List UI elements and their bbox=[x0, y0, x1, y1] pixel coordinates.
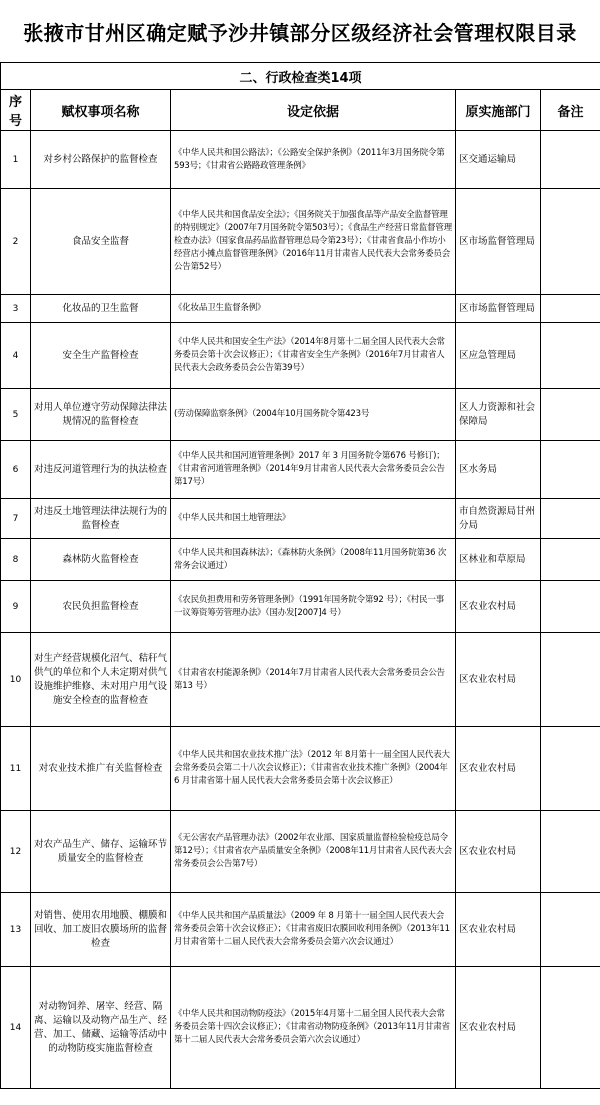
row-department: 区市场监督管理局 bbox=[456, 189, 541, 295]
row-note bbox=[541, 441, 600, 499]
header-row bbox=[1, 90, 600, 131]
table-row bbox=[1, 581, 600, 633]
row-basis: 《中华人民共和国农业技术推广法》（2012 年 8月第十一届全国人民代表大会常务委员会第二十八次会议修正）；《甘肃省农业技术推广条例》（2004年6 月甘肃省第十届人民代表大会常务委员会第十次会议修正） bbox=[171, 727, 456, 811]
table-row bbox=[1, 499, 600, 539]
header-note: 备注 bbox=[541, 90, 600, 131]
row-item-name: 对生产经营规模化沼气、秸秆气供气的单位和个人未定期对供气设施维护维修、未对用户用气设施安全检查的监督检查 bbox=[31, 633, 171, 727]
row-item-name: 对乡村公路保护的监督检查 bbox=[31, 131, 171, 189]
row-number: 12 bbox=[1, 811, 31, 893]
row-item-name: 对违反土地管理法律法规行为的监督检查 bbox=[31, 499, 171, 539]
table-row bbox=[1, 633, 600, 727]
row-department: 区水务局 bbox=[456, 441, 541, 499]
row-department: 区交通运输局 bbox=[456, 131, 541, 189]
row-basis: 《中华人民共和国安全生产法》（2014年8月第十二届全国人民代表大会常务委员会第十次会议修正）；《甘肃省安全生产条例》（2016年7月甘肃省人民代表大会政务委员会公告第39号） bbox=[171, 323, 456, 389]
table-row bbox=[1, 441, 600, 499]
row-number: 11 bbox=[1, 727, 31, 811]
row-note bbox=[541, 323, 600, 389]
row-number: 8 bbox=[1, 539, 31, 581]
section-title-row bbox=[1, 63, 600, 90]
table-row bbox=[1, 727, 600, 811]
row-item-name: 对违反河道管理行为的执法检查 bbox=[31, 441, 171, 499]
row-item-name: 对动物饲养、屠宰、经营、隔离、运输以及动物产品生产、经营、加工、储藏、运输等活动中的动物防疫实施监督检查 bbox=[31, 967, 171, 1089]
row-department: 区农业农村局 bbox=[456, 633, 541, 727]
row-note bbox=[541, 581, 600, 633]
row-basis: 《中华人民共和国动物防疫法》（2015年4月第十二届全国人民代表大会常务委员会第十四次会议修正）；《甘肃省动物防疫条例》（2013年11月甘肃省第十二届人民代表大会常务委员会第六次会议通过） bbox=[171, 967, 456, 1089]
row-department: 区农业农村局 bbox=[456, 893, 541, 967]
row-note bbox=[541, 967, 600, 1089]
row-note bbox=[541, 893, 600, 967]
table-row bbox=[1, 131, 600, 189]
row-basis: 《中华人民共和国土地管理法》 bbox=[171, 499, 456, 539]
row-basis: 《中华人民共和国森林法》；《森林防火条例》（2008年11月国务院第36 次常务会议通过） bbox=[171, 539, 456, 581]
row-number: 9 bbox=[1, 581, 31, 633]
page-title: 张掖市甘州区确定赋予沙井镇部分区级经济社会管理权限目录 bbox=[23, 20, 577, 45]
row-note bbox=[541, 811, 600, 893]
section-title: 二、行政检查类14项 bbox=[1, 63, 600, 90]
row-number: 5 bbox=[1, 389, 31, 441]
table-row bbox=[1, 389, 600, 441]
row-note bbox=[541, 727, 600, 811]
row-department: 区市场监督管理局 bbox=[456, 295, 541, 323]
row-item-name: 对农业技术推广有关监督检查 bbox=[31, 727, 171, 811]
row-number: 6 bbox=[1, 441, 31, 499]
row-basis: 《农民负担费用和劳务管理条例》（1991年国务院令第92 号）；《村民一事一议筹资筹劳管理办法》（国办发[2007]4 号） bbox=[171, 581, 456, 633]
table-row bbox=[1, 967, 600, 1089]
header-dept: 原实施部门 bbox=[456, 90, 541, 131]
row-item-name: 对农产品生产、储存、运输环节质量安全的监督检查 bbox=[31, 811, 171, 893]
row-item-name: 安全生产监督检查 bbox=[31, 323, 171, 389]
row-department: 区农业农村局 bbox=[456, 581, 541, 633]
row-department: 区农业农村局 bbox=[456, 727, 541, 811]
row-number: 14 bbox=[1, 967, 31, 1089]
table-row bbox=[1, 323, 600, 389]
row-department: 区农业农村局 bbox=[456, 967, 541, 1089]
row-item-name: 化妆品的卫生监督 bbox=[31, 295, 171, 323]
row-basis: 《甘肃省农村能源条例》（2014年7月甘肃省人民代表大会常务委员会公告第13 号） bbox=[171, 633, 456, 727]
row-department: 区农业农村局 bbox=[456, 811, 541, 893]
row-note bbox=[541, 499, 600, 539]
row-note bbox=[541, 389, 600, 441]
row-note bbox=[541, 539, 600, 581]
row-note bbox=[541, 295, 600, 323]
table-row bbox=[1, 893, 600, 967]
row-note bbox=[541, 189, 600, 295]
row-basis: 《中华人民共和国产品质量法》（2009 年 8 月第十一届全国人民代表大会常务委员会第十次会议修正）；《甘肃省废旧农膜回收利用条例》（2013年11月甘肃省第十二届人民代表大会常务委员会第六次会议通过） bbox=[171, 893, 456, 967]
row-item-name: 农民负担监督检查 bbox=[31, 581, 171, 633]
row-department: 区应急管理局 bbox=[456, 323, 541, 389]
row-basis: 《无公害农产品管理办法》（2002年农业部、国家质量监督检验检疫总局令第12号）；《甘肃省农产品质量安全条例》（2008年11月甘肃省人民代表大会常务委员会公告第7号） bbox=[171, 811, 456, 893]
row-item-name: 森林防火监督检查 bbox=[31, 539, 171, 581]
row-number: 2 bbox=[1, 189, 31, 295]
header-no: 序号 bbox=[1, 90, 31, 131]
header-basis: 设定依据 bbox=[171, 90, 456, 131]
authority-table bbox=[0, 62, 600, 1089]
row-department: 区人力资源和社会保障局 bbox=[456, 389, 541, 441]
row-item-name: 对用人单位遵守劳动保障法律法规情况的监督检查 bbox=[31, 389, 171, 441]
header-name: 赋权事项名称 bbox=[31, 90, 171, 131]
row-number: 13 bbox=[1, 893, 31, 967]
row-basis: 《中华人民共和国河道管理条例》2017 年 3 月国务院令第676 号修订)；《甘肃省河道管理条例》（2014年9月甘肃省人民代表大会常务委员会公告第17号） bbox=[171, 441, 456, 499]
table-row bbox=[1, 539, 600, 581]
row-basis: 《化妆品卫生监督条例》 bbox=[171, 295, 456, 323]
row-basis: 《中华人民共和国公路法》；《公路安全保护条例》（2011年3月国务院令第593号；《甘肃省公路路政管理条例》 bbox=[171, 131, 456, 189]
row-number: 10 bbox=[1, 633, 31, 727]
row-basis: 《中华人民共和国食品安全法》；《国务院关于加强食品等产品安全监督管理的特别规定》（2007年7月国务院令第503号）；《食品生产经营日常监督管理检查办法》（国家食品药品监督管理总局令第23号）；《甘肃省食品小作坊小经营店小摊点监督管理条例》（2016年11月甘肃省人民代表大会常务委员会公告第52号） bbox=[171, 189, 456, 295]
table-row bbox=[1, 811, 600, 893]
row-number: 3 bbox=[1, 295, 31, 323]
table-row bbox=[1, 295, 600, 323]
row-number: 7 bbox=[1, 499, 31, 539]
row-department: 市自然资源局甘州分局 bbox=[456, 499, 541, 539]
row-item-name: 对销售、使用农用地膜、棚膜和回收、加工废旧农膜场所的监督检查 bbox=[31, 893, 171, 967]
row-basis: (劳动保障监察条例》（2004年10月国务院令第423号 bbox=[171, 389, 456, 441]
row-number: 1 bbox=[1, 131, 31, 189]
row-item-name: 食品安全监督 bbox=[31, 189, 171, 295]
table-row bbox=[1, 189, 600, 295]
row-department: 区林业和草原局 bbox=[456, 539, 541, 581]
row-note bbox=[541, 633, 600, 727]
row-note bbox=[541, 131, 600, 189]
row-number: 4 bbox=[1, 323, 31, 389]
